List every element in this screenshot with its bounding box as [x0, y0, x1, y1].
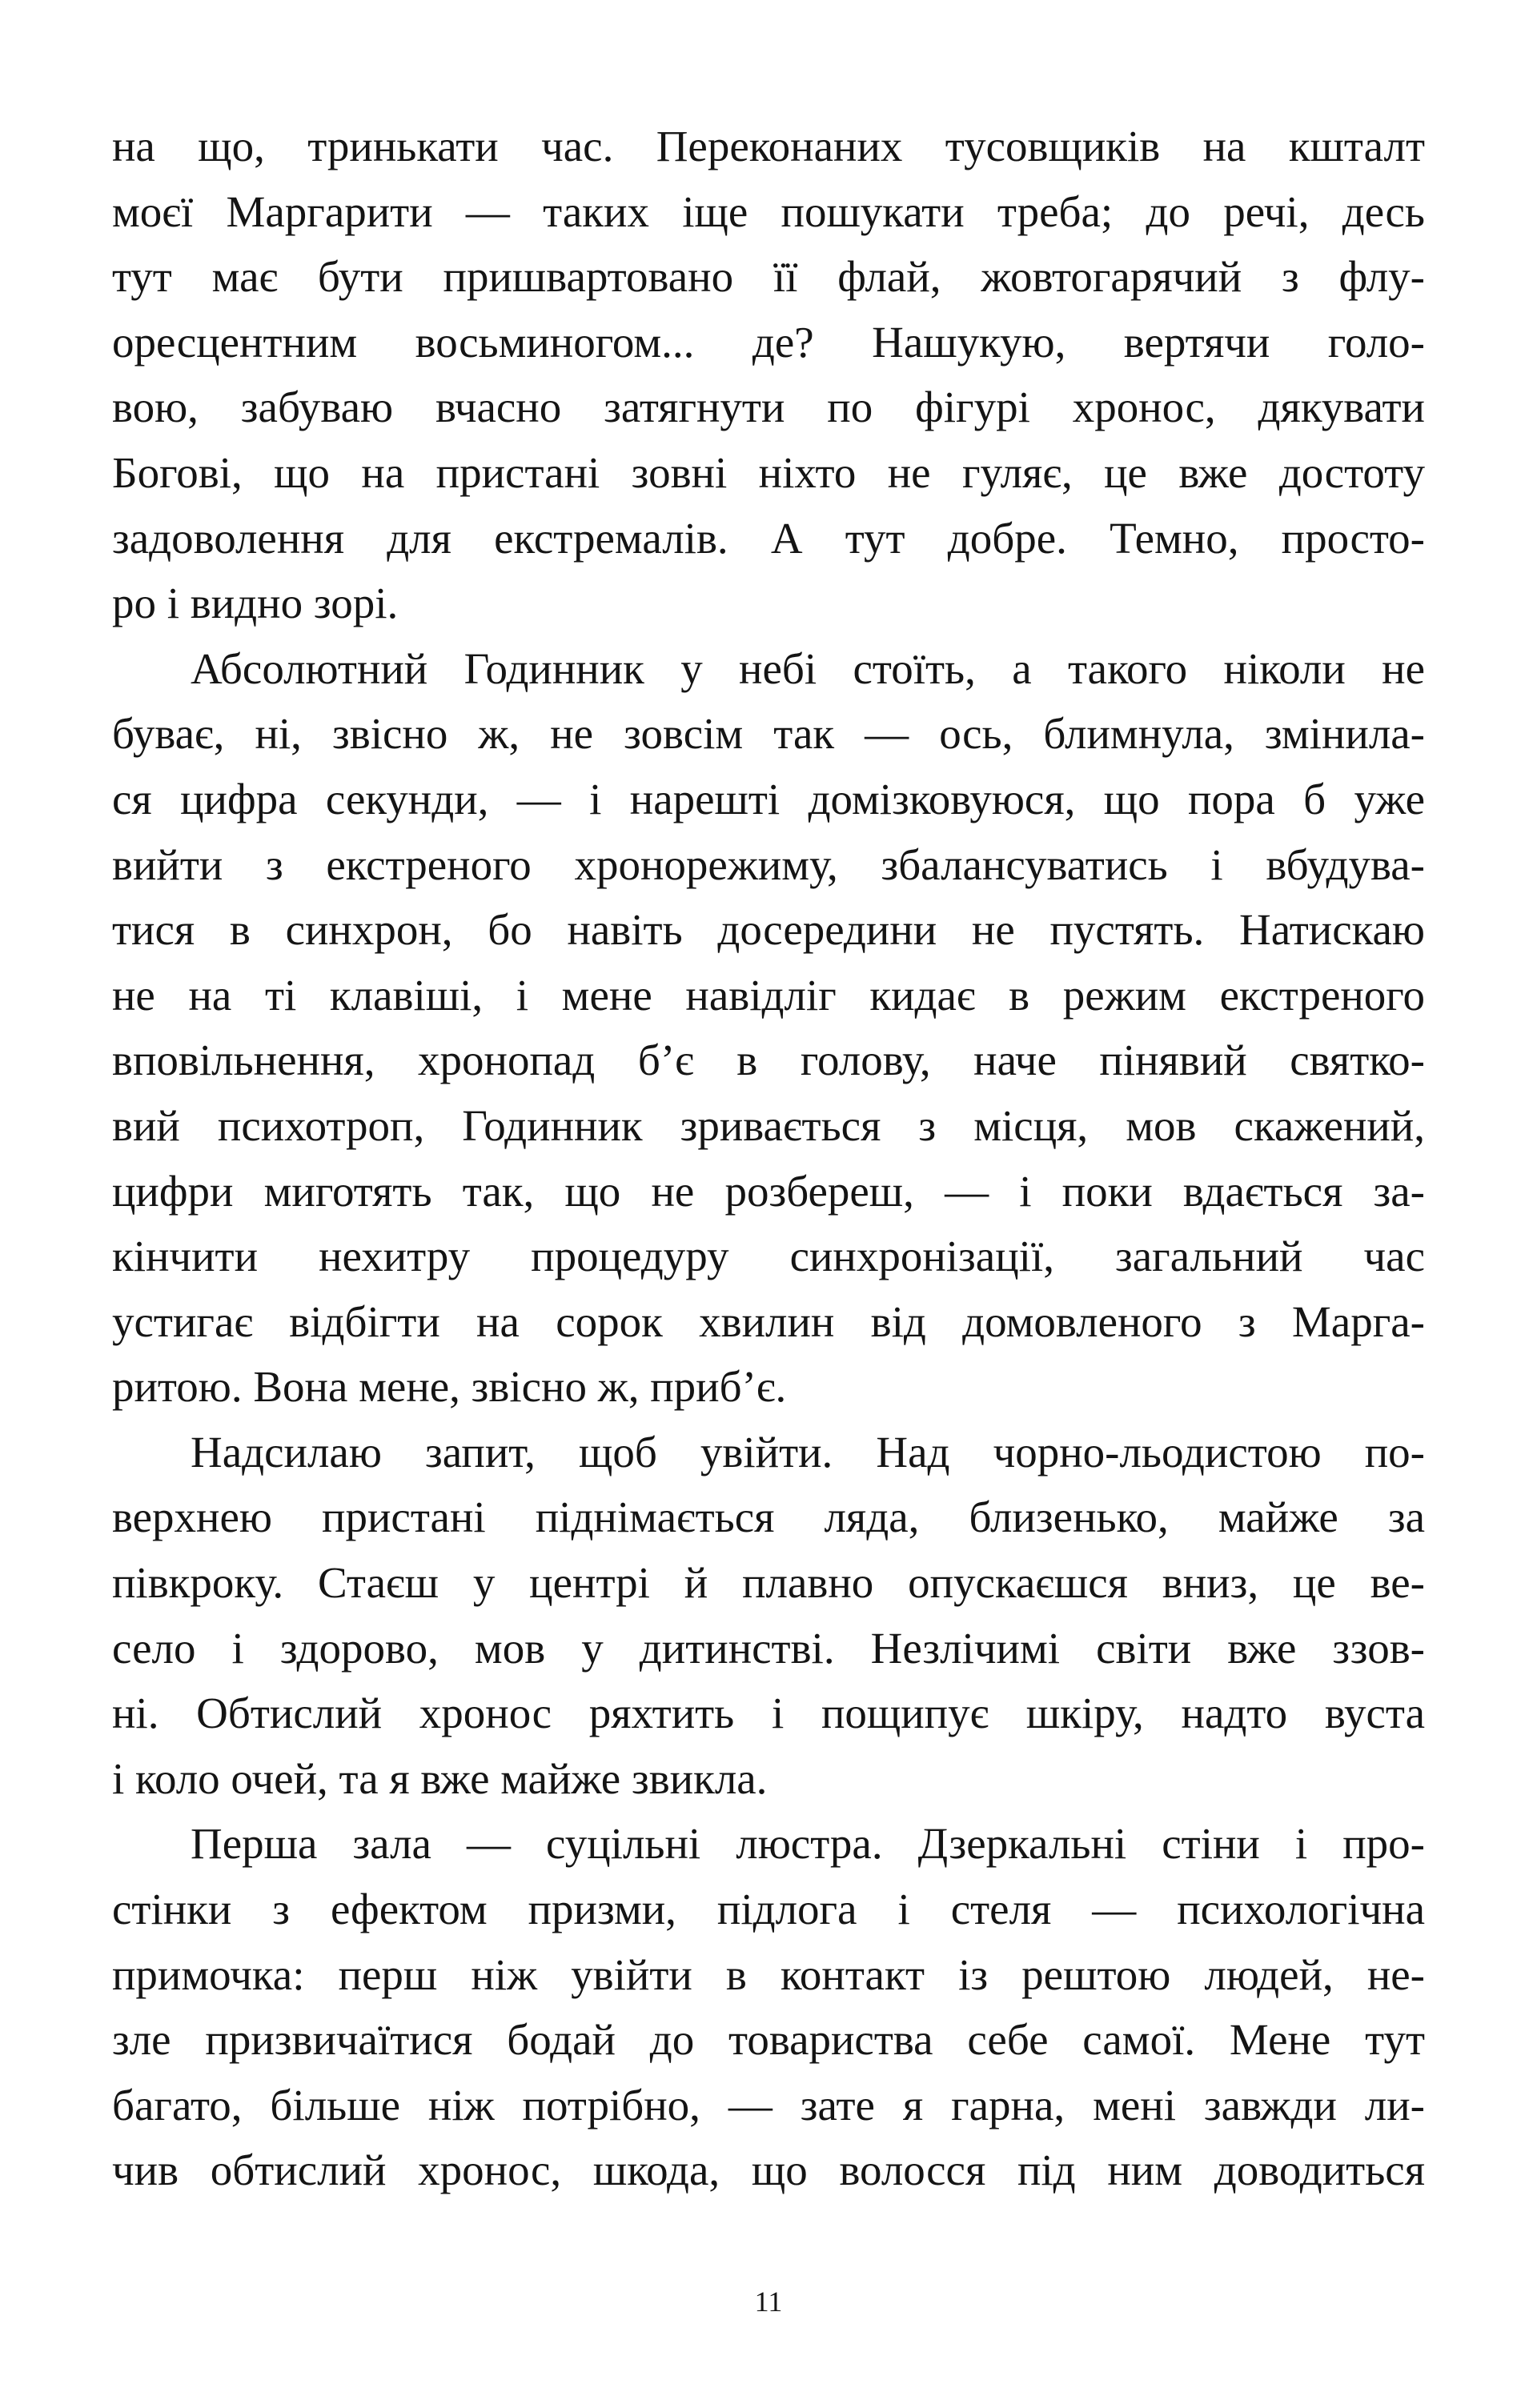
- text-line: зле призвичаїтися бодай до товариства себе самої. Мене тут: [112, 2015, 1425, 2065]
- text-line: моєї Маргарити — таких іще пошукати треба; до речі, десь: [112, 186, 1425, 236]
- text-line: буває, ні, звісно ж, не зовсім так — ось, блимнула, змінила-: [112, 709, 1425, 759]
- paragraph-3: [112, 1420, 1425, 1812]
- text-line: стінки з ефектом призми, підлога і стеля — психологічна: [112, 1885, 1425, 1934]
- text-line: ся цифра секунди, — і нарешті домізковуюся, що пора б уже: [112, 774, 1425, 823]
- text-line: Перша зала — суцільні люстра. Дзеркальні стіни і про-: [191, 1819, 1425, 1869]
- text-line: вий психотроп, Годинник зривається з місця, мов скажений,: [112, 1100, 1425, 1150]
- text-line: устигає відбігти на сорок хвилин від домовленого з Марга-: [112, 1296, 1425, 1346]
- text-line: і коло очей, та я вже майже звикла.: [112, 1753, 768, 1803]
- text-line: ні. Обтислий хронос ряхтить і пощипує шкіру, надто вуста: [112, 1689, 1425, 1738]
- text-line: Богові, що на пристані зовні ніхто не гуляє, це вже достоту: [112, 447, 1425, 497]
- text-line: цифри миготять так, що не розбереш, — і поки вдається за-: [112, 1166, 1425, 1216]
- text-line: село і здорово, мов у дитинстві. Незлічимі світи вже ззов-: [112, 1623, 1425, 1673]
- text-line: оресцентним восьминогом... де? Нашукую, вертячи голо-: [112, 317, 1425, 367]
- text-line: Абсолютний Годинник у небі стоїть, а такого ніколи не: [191, 643, 1425, 693]
- text-line: тут має бути пришвартовано її флай, жовтогарячий з флу-: [112, 252, 1425, 302]
- paragraph-4: [112, 1811, 1425, 2203]
- text-line: задоволення для екстремалів. А тут добре. Темно, просто-: [112, 513, 1425, 563]
- text-line: ритою. Вона мене, звісно ж, приб’є.: [112, 1362, 787, 1412]
- paragraph-2: [112, 636, 1425, 1420]
- text-line: примочка: перш ніж увійти в контакт із рештою людей, не-: [112, 1949, 1425, 1999]
- text-line: на що, тринькати час. Переконаних тусовщиків на кшталт: [112, 122, 1425, 170]
- text-line: чив обтислий хронос, шкода, що волосся під ним доводиться: [112, 2146, 1425, 2195]
- text-line: півкроку. Стаєш у центрі й плавно опускаєшся вниз, це ве-: [112, 1558, 1425, 1608]
- text-line: вою, забуваю вчасно затягнути по фігурі хронос, дякувати: [112, 383, 1425, 432]
- text-line: не на ті клавіші, і мене навідліг кидає в режим екстреного: [112, 970, 1425, 1020]
- text-line: верхнею пристані піднімається ляда, близенько, майже за: [112, 1492, 1425, 1542]
- text-line: тися в синхрон, бо навіть досередини не пустять. Натискаю: [112, 905, 1425, 955]
- text-line: вийти з екстреного хронорежиму, збалансуватись і вбудува-: [112, 839, 1425, 889]
- paragraph-1: [112, 114, 1425, 636]
- text-line: ро і видно зорі.: [112, 579, 399, 628]
- text-line: багато, більше ніж потрібно, — зате я гарна, мені завжди ли-: [112, 2080, 1425, 2130]
- page-number: 11: [754, 2286, 783, 2318]
- text-line: вповільнення, хронопад б’є в голову, наче пінявий святко-: [112, 1036, 1425, 1085]
- body-text: [112, 114, 1425, 2203]
- text-line: Надсилаю запит, щоб увійти. Над чорно-льодистою по-: [191, 1427, 1425, 1476]
- text-line: кінчити нехитру процедуру синхронізації, загальний час: [112, 1232, 1425, 1281]
